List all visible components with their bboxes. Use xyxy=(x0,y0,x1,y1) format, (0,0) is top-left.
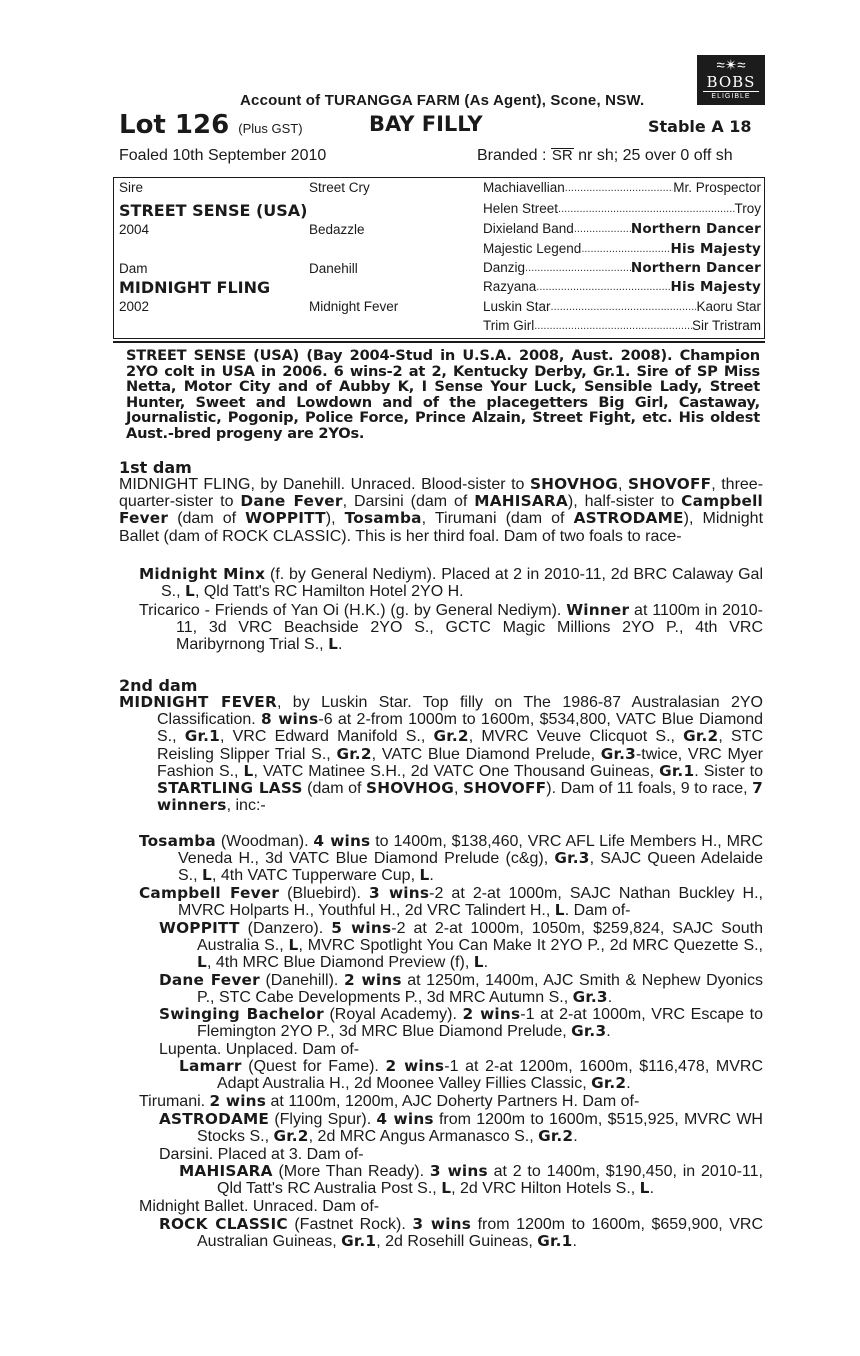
emphasis: MAHISARA xyxy=(179,1162,273,1180)
emphasis: Gr.3 xyxy=(600,744,636,763)
g3-row xyxy=(483,221,761,238)
emphasis: Gr.3 xyxy=(571,1022,607,1041)
emphasis: Gr.2 xyxy=(336,744,372,763)
emphasis: Lamarr xyxy=(179,1057,242,1075)
g3-name: Trim Girl xyxy=(483,318,535,333)
g3-name: Machiavellian xyxy=(483,180,565,195)
dam-name: MIDNIGHT FLING xyxy=(119,278,271,297)
g3-name: Majestic Legend xyxy=(483,241,582,256)
emphasis: Winner xyxy=(566,601,630,619)
bobs-logo xyxy=(697,55,765,105)
second-dam-progeny: Tirumani. 2 wins at 1100m, 1200m, AJC Doherty Partners H. Dam of- xyxy=(139,1092,640,1110)
emphasis: SHOVHOG xyxy=(366,779,455,798)
emphasis: Swinging Bachelor xyxy=(159,1005,324,1023)
g3-name: Helen Street xyxy=(483,201,559,216)
granddam-sire: Bedazzle xyxy=(309,222,365,237)
emphasis: 2 wins xyxy=(385,1057,445,1075)
emphasis: Gr.2 xyxy=(683,727,719,746)
g3-name: Danzig xyxy=(483,260,526,275)
third-gen-progeny: ROCK CLASSIC (Fastnet Rock). 3 wins from 1200m to 1600m, $659,900, VRC Australian Guineas, Gr.1, 2d Rosehill Guineas, Gr.1. xyxy=(159,1215,764,1251)
sire-label: Sire xyxy=(119,180,144,195)
g3-sire: Mr. Prospector xyxy=(673,180,761,195)
brand-info xyxy=(477,147,733,165)
g3-sire: His Majesty xyxy=(670,241,761,257)
emphasis: Gr.1 xyxy=(537,1232,573,1251)
g3-name: Luskin Star xyxy=(483,299,551,314)
emphasis: SHOVOFF xyxy=(627,475,712,493)
brand-details: nr sh; 25 over 0 off sh xyxy=(578,147,733,164)
first-dam-para: MIDNIGHT FLING, by Danehill. Unraced. Blood-sister to SHOVHOG, SHOVOFF, three-quarter-sister to Dane Fever, Darsini (dam of MAHISARA), half-sister to Campbell Fever (dam of WOPPITT), Tosamba, Tirumani (dam of ASTRODAME), Midnight Ballet (dam of ROCK CLASSIC). This is her third foal. Dam of two foals to race- xyxy=(119,475,764,545)
emphasis: 2 wins xyxy=(462,1005,521,1023)
emphasis: Campbell Fever xyxy=(139,884,280,902)
emphasis: L xyxy=(197,953,207,972)
third-gen-progeny: Dane Fever (Danehill). 2 wins at 1250m, 1400m, AJC Smith & Nephew Dyonics P., STC Cabe Developments P., 3d MRC Autumn S., Gr.3. xyxy=(159,971,763,1007)
emphasis: MAHISARA xyxy=(474,492,568,511)
stable-location: Stable A 18 xyxy=(648,117,752,136)
lot-number xyxy=(119,110,303,140)
g3-name: Razyana xyxy=(483,279,537,294)
emphasis: L xyxy=(473,953,484,972)
g3-sire: Kaoru Star xyxy=(696,299,761,314)
sire-summary: STREET SENSE (USA) (Bay 2004-Stud in U.S.A. 2008, Aust. 2008). Champion 2YO colt in USA in 2006. 6 wins-2 at 2, Kentucky Derby, Gr.1. Sire of SP Miss Netta, Motor City and of Aubby K, I Sense Your Luck, Sensible Lady, Street Hunter, Sweet and Lowdown and of the placegetters Big Girl, Castaway, Journalistic, Pogonip, Police Force, Prince Alzain, Street Fight, etc. His oldest Aust.-bred progeny are 2YOs. xyxy=(126,347,760,442)
second-dam-progeny: Darsini. Placed at 3. Dam of- xyxy=(159,1146,364,1163)
g3-row xyxy=(483,318,761,335)
first-dam-progeny: Tricarico - Friends of Yan Oi (H.K.) (g. by General Nediym). Winner at 1100m in 2010-11, 3d VRC Beachside 2YO S., GCTC Magic Millions 2YO P., 4th VRC Maribyrnong Trial S., L. xyxy=(139,601,764,654)
emphasis: ROCK CLASSIC xyxy=(159,1215,288,1233)
sire-name: STREET SENSE (USA) xyxy=(119,201,308,220)
emphasis: WOPPITT xyxy=(245,509,326,528)
emphasis: 2 wins xyxy=(209,1092,267,1110)
emphasis: Gr.2 xyxy=(273,1127,309,1146)
emphasis: Tosamba xyxy=(139,832,216,850)
branded-label: Branded : xyxy=(477,147,547,164)
emphasis: Gr.1 xyxy=(341,1232,377,1251)
first-dam-heading: 1st dam xyxy=(119,458,192,477)
second-dam-progeny: Tosamba (Woodman). 4 wins to 1400m, $138,460, VRC AFL Life Members H., MRC Veneda H., 3d VATC Blue Diamond Prelude (c&g), Gr.3, SAJC Queen Adelaide S., L, 4th VATC Tupperware Cup, L. xyxy=(139,832,764,885)
g3-row xyxy=(483,201,761,218)
emphasis: STARTLING LASS xyxy=(157,779,303,798)
emphasis: L xyxy=(328,635,339,654)
horse-icon: ≈✴≈ xyxy=(716,57,746,74)
emphasis: L xyxy=(243,761,254,780)
brand-mark: SR xyxy=(551,147,573,164)
emphasis: 2 wins xyxy=(343,971,402,989)
third-gen-progeny: Swinging Bachelor (Royal Academy). 2 wins-1 at 2-at 1000m, VRC Escape to Flemington 2YO P., 3d MRC Blue Diamond Prelude, Gr.3. xyxy=(159,1005,764,1041)
emphasis: 4 wins xyxy=(313,832,371,850)
emphasis: SHOVHOG xyxy=(529,475,618,493)
emphasis: Campbell Fever xyxy=(119,492,763,528)
emphasis: Gr.3 xyxy=(572,988,608,1007)
third-gen-progeny: WOPPITT (Danzero). 5 wins-2 at 2-at 1000m, 1050m, $259,824, SAJC South Australia S., L, MVRC Spotlight You Can Make It 2YO P., 2d MRC Quezette S., L, 4th MRC Blue Diamond Preview (f), L. xyxy=(159,919,764,972)
emphasis: Gr.1 xyxy=(659,761,695,780)
emphasis: Gr.2 xyxy=(591,1074,627,1093)
gst-note: (Plus GST) xyxy=(238,121,303,136)
third-gen-progeny: Lupenta. Unplaced. Dam of- xyxy=(159,1041,360,1058)
fourth-gen-progeny: MAHISARA (More Than Ready). 3 wins at 2 to 1400m, $190,450, in 2010-11, Qld Tatt's RC Australia Post S., L, 2d VRC Hilton Hotels S., L. xyxy=(179,1162,763,1198)
emphasis: ASTRODAME xyxy=(573,509,684,528)
emphasis: WOPPITT xyxy=(159,919,240,937)
emphasis: ASTRODAME xyxy=(159,1110,270,1128)
emphasis: SHOVOFF xyxy=(463,779,547,798)
second-dam-progeny: Campbell Fever (Bluebird). 3 wins-2 at 2-at 1000m, SAJC Nathan Buckley H., MVRC Holparts H., Youthful H., 2d VRC Talindert H., L. Dam of- xyxy=(139,884,763,920)
emphasis: Midnight Minx xyxy=(139,565,266,583)
g3-sire: Troy xyxy=(734,201,761,216)
logo-brand: BOBS xyxy=(706,73,756,91)
g3-row xyxy=(483,241,761,258)
emphasis: Dane Fever xyxy=(240,492,343,511)
grandsire-sire: Street Cry xyxy=(309,180,370,195)
third-gen-progeny: ASTRODAME (Flying Spur). 4 wins from 1200m to 1600m, $515,925, MVRC WH Stocks S., Gr.2, 2d MRC Angus Armanasco S., Gr.2. xyxy=(159,1110,763,1146)
emphasis: 4 wins xyxy=(376,1110,434,1128)
g3-sire: His Majesty xyxy=(670,279,761,295)
g3-name: Dixieland Band xyxy=(483,221,574,236)
emphasis: 3 wins xyxy=(429,1162,488,1180)
emphasis: Gr.2 xyxy=(433,727,469,746)
emphasis: L xyxy=(288,936,299,955)
foaled-date: Foaled 10th September 2010 xyxy=(119,147,327,164)
dam-year: 2002 xyxy=(119,299,150,314)
emphasis: L xyxy=(554,901,565,920)
emphasis: Gr.2 xyxy=(538,1127,574,1146)
emphasis: Gr.1 xyxy=(184,727,220,746)
emphasis: Tosamba xyxy=(344,509,422,528)
emphasis: L xyxy=(419,866,430,885)
emphasis: 3 wins xyxy=(369,884,430,902)
granddam-dam: Midnight Fever xyxy=(309,299,399,314)
g3-sire: Sir Tristram xyxy=(692,318,761,333)
lot-label: Lot 126 xyxy=(119,110,230,140)
first-dam-progeny: Midnight Minx (f. by General Nediym). Placed at 2 in 2010-11, 2d BRC Calaway Gal S., L, Qld Tatt's RC Hamilton Hotel 2YO H. xyxy=(139,565,763,601)
emphasis: Dane Fever xyxy=(159,971,260,989)
g3-row xyxy=(483,299,761,316)
g3-sire: Northern Dancer xyxy=(630,221,761,237)
horse-description: BAY FILLY xyxy=(369,112,483,136)
emphasis: 3 wins xyxy=(412,1215,472,1233)
divider xyxy=(113,341,765,343)
emphasis: Gr.3 xyxy=(554,849,590,868)
second-dam-heading: 2nd dam xyxy=(119,676,198,695)
g3-row xyxy=(483,279,761,296)
emphasis: 5 wins xyxy=(331,919,392,937)
second-dam-progeny: Midnight Ballet. Unraced. Dam of- xyxy=(139,1198,380,1215)
grandsire-dam: Danehill xyxy=(309,261,358,276)
fourth-gen-progeny: Lamarr (Quest for Fame). 2 wins-1 at 2-at 1200m, 1600m, $116,478, MVRC Adapt Australia H., 2d Moonee Valley Fillies Classic, Gr.2. xyxy=(179,1057,764,1093)
emphasis: 7 winners xyxy=(157,779,764,815)
emphasis: L xyxy=(185,582,195,601)
emphasis: L xyxy=(202,866,212,885)
emphasis: MIDNIGHT FEVER xyxy=(119,693,277,711)
second-dam-para: MIDNIGHT FEVER, by Luskin Star. Top filly on The 1986-87 Australasian 2YO Classification. 8 wins-6 at 2-from 1000m to 1600m, $534,800, VATC Blue Diamond S., Gr.1, VRC Edward Manifold S., Gr.2, MVRC Veuve Clicquot S., Gr.2, STC Reisling Slipper Trial S., Gr.2, VATC Blue Diamond Prelude, Gr.3-twice, VRC Myer Fashion S., L, VATC Matinee S.H., 2d VATC One Thousand Guineas, Gr.1. Sister to STARTLING LASS (dam of SHOVHOG, SHOVOFF). Dam of 11 foals, 9 to race, 7 winners, inc:- xyxy=(119,693,764,815)
g3-sire: Northern Dancer xyxy=(630,260,761,276)
vendor-account: Account of TURANGGA FARM (As Agent), Scone, NSW. xyxy=(240,92,645,109)
dam-label: Dam xyxy=(119,261,148,276)
g3-row xyxy=(483,180,761,197)
emphasis: 8 wins xyxy=(261,710,319,729)
emphasis: L xyxy=(441,1179,452,1198)
logo-sub: ELIGIBLE xyxy=(703,91,759,102)
g3-row xyxy=(483,260,761,277)
pedigree-table xyxy=(113,177,765,339)
emphasis: L xyxy=(639,1179,650,1198)
sire-year: 2004 xyxy=(119,222,150,237)
